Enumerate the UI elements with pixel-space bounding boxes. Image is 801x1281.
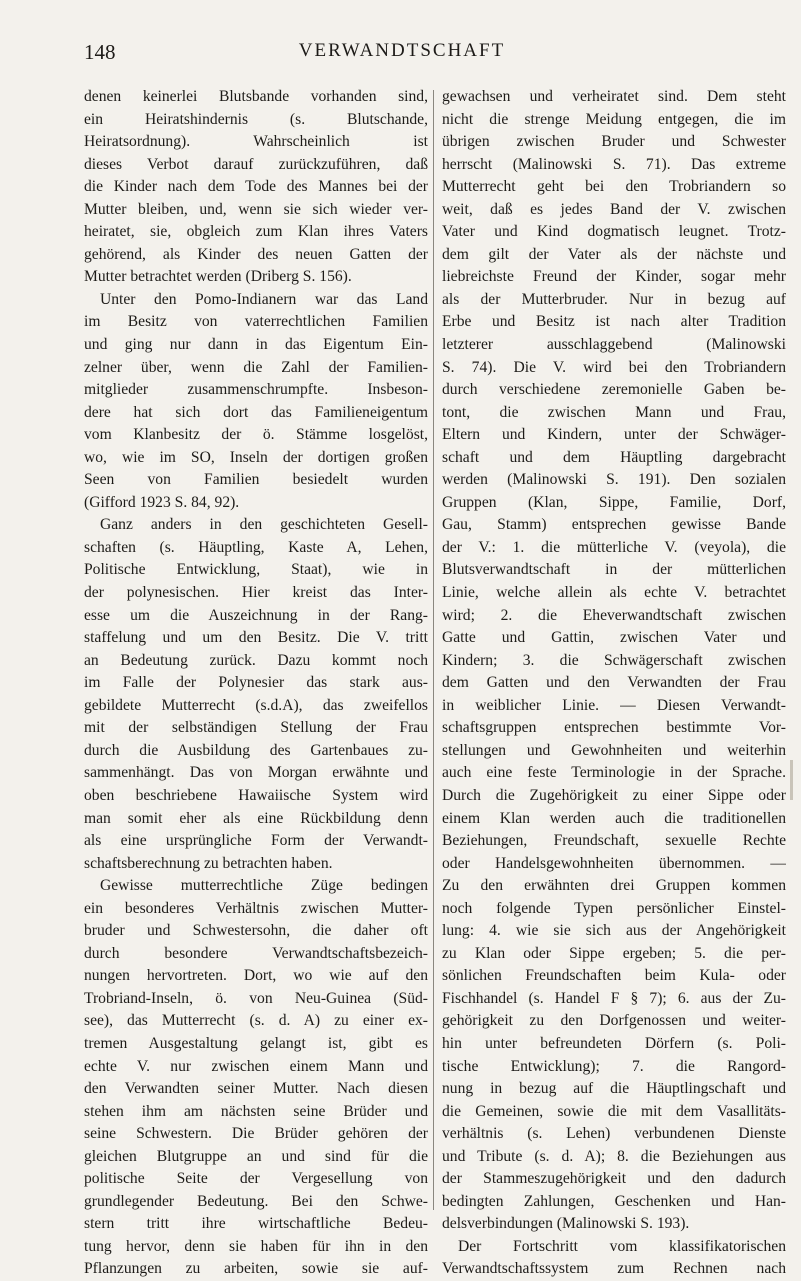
text-line: Linie, welche allein als echte V. betrachtet [442,584,786,602]
text-line: die Gemeinen, sowie die mit dem Vasallitäts- [442,1102,786,1120]
text-line: Politische Entwicklung, Staat), wie in [84,561,428,579]
text-line: schaft und dem Häuptling dargebracht [442,448,786,466]
text-line: weit, daß es jedes Band der V. zwischen [442,200,786,218]
text-line: ein besonderes Verhältnis zwischen Mutter- [84,899,428,917]
text-line: Gatte und Gattin, zwischen Vater und [442,629,786,647]
text-line: Erbe und Besitz ist nach alter Tradition [442,313,786,331]
text-line: einem Klan werden auch die traditionellen [442,809,786,827]
text-line: durch besondere Verwandtschaftsbezeich- [84,944,428,962]
text-line: nungen hervortreten. Dort, wo wie auf den [84,967,428,985]
text-line: übrigen zwischen Bruder und Schwester [442,133,786,151]
text-line: Ganz anders in den geschichteten Gesell- [100,516,428,534]
text-line: stehen ihm am nächsten seine Brüder und [84,1102,428,1120]
page-number: 148 [84,40,116,64]
text-line: ein Heiratshindernis (s. Blutschande, [84,110,428,128]
text-line: dem Gatten und den Verwandten der Frau [442,674,786,692]
text-line: Seen von Familien besiedelt wurden [84,471,428,489]
text-line: echte V. nur zwischen einem Mann und [84,1057,428,1075]
text-line: im Falle der Polynesier das stark aus- [84,674,428,692]
text-line: tische Entwicklung); 7. die Rangord- [442,1057,786,1075]
text-line: tont, die zwischen Mann und Frau, [442,403,786,421]
text-line: (Gifford 1923 S. 84, 92). [84,493,240,511]
text-line: an Bedeutung zurück. Dazu kommt noch [84,651,428,669]
text-line: Gewisse mutterrechtliche Züge bedingen [100,877,428,895]
text-line: mitglieder zusammenschrumpfte. Insbeson- [84,381,428,399]
text-line: gebildete Mutterrecht (s.d.A), das zweifellos [84,696,428,714]
text-line: Verwandtschaftssystem zum Rechnen nach [442,1260,786,1278]
text-line: und ging nur dann in das Eigentum Ein- [84,336,428,354]
text-line: als eine ursprüngliche Form der Verwandt- [84,832,428,850]
text-line: zu Klan oder Sippe ergeben; 5. die per- [442,944,786,962]
text-line: nung in bezug auf die Häuptlingschaft und [442,1080,786,1098]
text-line: herrscht (Malinowski S. 71). Das extreme [442,155,786,173]
left-text-column [84,86,428,1281]
text-line: und Tribute (s. d. A); 8. die Beziehungen aus [442,1147,786,1165]
text-line: staffelung und um den Besitz. Die V. tritt [84,629,428,647]
text-line: verhältnis (s. Lehen) verbundenen Dienste [442,1125,786,1143]
text-line: Durch die Zugehörigkeit zu einer Sippe oder [442,786,786,804]
text-line: den Verwandten seiner Mutter. Nach diesen [84,1080,428,1098]
text-line: politische Seite der Vergesellung von [84,1170,428,1188]
text-line: esse um die Auszeichnung in der Rang- [84,606,428,624]
text-line: sammenhängt. Das von Morgan erwähnte und [84,764,428,782]
text-line: stern tritt ihre wirtschaftliche Bedeu- [84,1215,428,1233]
text-line: vom Klanbesitz der ö. Stämme losgelöst, [84,426,428,444]
text-line: dieses Verbot darauf zurückzuführen, daß [84,155,428,173]
text-line: wird; 2. die Eheverwandtschaft zwischen [442,606,786,624]
right-text-column [442,86,786,1281]
text-line: Pflanzungen zu arbeiten, sowie sie auf- [84,1260,428,1278]
text-line: in weiblicher Linie. — Diesen Verwandt- [442,696,786,714]
text-line: man somit eher als eine Rückbildung denn [84,809,428,827]
page-edge-mark [790,760,793,800]
text-line: der Stammeszugehörigkeit und den dadurch [442,1170,786,1188]
text-line: dem gilt der Vater als der nächste und [442,245,786,263]
text-line: der polynesischen. Hier kreist das Inter- [84,584,428,602]
text-line: tremen Ausgestaltung gelangt ist, gibt es [84,1034,428,1052]
text-line: lung: 4. wie sie sich aus der Angehörigkeit [442,922,786,940]
text-line: im Besitz von vaterrechtlichen Familien [84,313,428,331]
text-line: seine Schwestern. Die Brüder gehören der [84,1125,428,1143]
text-line: Kindern; 3. die Schwägerschaft zwischen [442,651,786,669]
column-divider [433,90,434,1210]
text-line: zelner über, wenn die Zahl der Familien- [84,358,428,376]
text-line: oben beschriebene Hawaiische System wird [84,786,428,804]
text-line: Gau, Stamm) entsprechen gewisse Bande [442,516,786,534]
text-line: stellungen und Gewohnheiten und weiterhin [442,741,786,759]
text-line: Zu den erwähnten drei Gruppen kommen [442,877,786,895]
text-line: denen keinerlei Blutsbande vorhanden sind, [84,88,428,105]
text-line: gehörigkeit zu den Dorfgenossen und weiter- [442,1012,786,1030]
text-line: Mutterrecht geht bei den Trobriandern so [442,178,786,196]
text-line: durch die Ausbildung des Gartenbaues zu- [84,741,428,759]
text-line: der V.: 1. die mütterliche V. (veyola), die [442,538,786,556]
text-line: bedingten Zahlungen, Geschenken und Han- [442,1192,786,1210]
text-line: als der Mutterbruder. Nur in bezug auf [442,290,786,308]
text-line: die Kinder nach dem Tode des Mannes bei der [84,178,428,196]
text-line: Mutter bleiben, und, wenn sie sich wieder ver- [84,200,428,218]
text-line: auch eine feste Terminologie in der Sprache. [442,764,786,782]
text-line: nicht die strenge Meidung entgegen, die im [442,110,786,128]
text-line: schaftsgruppen entsprechen bestimmte Vor- [442,719,786,737]
text-line: S. 74). Die V. wird bei den Trobriandern [442,358,786,376]
text-line: liebreichste Freund der Kinder, sogar mehr [442,268,786,286]
text-line: durch verschiedene zeremonielle Gaben be- [442,381,786,399]
text-line: hin unter befreundeten Dörfern (s. Poli- [442,1034,786,1052]
text-line: Unter den Pomo-Indianern war das Land [100,290,428,308]
text-line: delsverbindungen (Malinowski S. 193). [442,1215,690,1233]
text-line: grundlegender Bedeutung. Bei den Schwe- [84,1192,428,1210]
text-line: gleichen Blutgruppe an und sind für die [84,1147,428,1165]
text-line: Eltern und Kindern, unter der Schwäger- [442,426,786,444]
text-line: noch folgende Typen persönlicher Einstel- [442,899,786,917]
text-line: Fischhandel (s. Handel F § 7); 6. aus der Zu- [442,989,786,1007]
text-line: wo, wie im SO, Inseln der dortigen großen [84,448,428,466]
running-head: VERWANDTSCHAFT [298,40,506,61]
text-line: Der Fortschritt vom klassifikatorischen [458,1237,786,1255]
text-line: bruder und Schwestersohn, die daher oft [84,922,428,940]
text-line: mit der selbständigen Stellung der Frau [84,719,428,737]
text-line: Trobriand-Inseln, ö. von Neu-Guinea (Süd- [84,989,428,1007]
text-line: dere hat sich dort das Familieneigentum [84,403,428,421]
text-line: heiratet, sie, obgleich zum Klan ihres Vaters [84,223,428,241]
text-line: see), das Mutterrecht (s. d. A) zu einer ex- [84,1012,428,1030]
text-line: letzterer ausschlaggebend (Malinowski [442,336,786,354]
page-header [84,40,720,66]
text-line: tung hervor, denn sie haben für ihn in den [84,1237,428,1255]
text-line: Beziehungen, Freundschaft, sexuelle Rechte [442,832,786,850]
text-line: Mutter betrachtet werden (Driberg S. 156). [84,268,352,286]
text-line: gehörend, als Kinder des neuen Gatten der [84,245,428,263]
text-line: Vater und Kind dogmatisch leugnet. Trotz- [442,223,786,241]
text-line: sönlichen Freundschaften beim Kula- oder [442,967,786,985]
text-line: schaften (s. Häuptling, Kaste A, Lehen, [84,538,428,556]
text-line: schaftsberechnung zu betrachten haben. [84,854,333,872]
text-line: Heiratsordnung). Wahrscheinlich ist [84,133,428,151]
text-line: Gruppen (Klan, Sippe, Familie, Dorf, [442,493,786,511]
text-line: oder Handelsgewohnheiten übernommen. — [442,854,786,872]
text-line: gewachsen und verheiratet sind. Dem steht [442,88,786,105]
text-line: Blutsverwandtschaft in der mütterlichen [442,561,786,579]
text-line: werden (Malinowski S. 191). Den sozialen [442,471,786,489]
